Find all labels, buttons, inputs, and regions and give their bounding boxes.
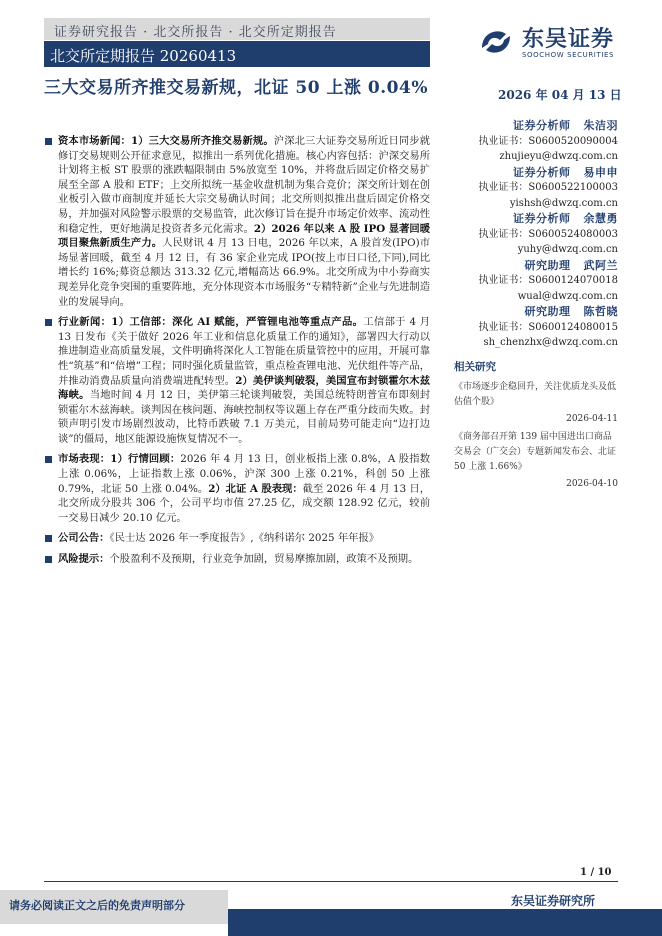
- analyst-card: [454, 258, 618, 305]
- summary-section: [44, 531, 430, 546]
- section-text: 2026 年 4 月 13 日，创业板指上涨 0.8%，A 股指数上涨 0.06%，上证指数上涨 0.06%，沪深 300 上涨 0.21%，科创 50 上涨 0.79%，北证 50 上涨 0.04%。: [58, 453, 430, 495]
- analyst-card: [454, 211, 618, 258]
- analyst-card: [454, 165, 618, 212]
- logo-cn: 东吴证券: [522, 27, 615, 52]
- footer-brand-bar: [228, 909, 662, 936]
- analyst-card: [454, 118, 618, 165]
- report-date: 2026 年 04 月 13 日: [498, 88, 622, 102]
- analyst-name: 武阿兰: [583, 258, 618, 272]
- section-highlight: 1）工信部：深化 AI 赋能，严管锂电池等重点产品。: [111, 316, 364, 329]
- analyst-cert: 执业证书：S0600520090004: [478, 135, 618, 147]
- report-type: 北交所定期报告 20260413: [50, 47, 237, 65]
- bullet-icon: [45, 535, 52, 542]
- summary-section: [44, 452, 430, 525]
- sidebar: [454, 118, 618, 489]
- section-highlight: 1）三大交易所齐推交易新规。: [130, 135, 274, 147]
- section-label: 行业新闻：: [58, 316, 112, 329]
- analyst-name: 朱洁羽: [583, 119, 618, 132]
- related-research-list: [454, 380, 618, 489]
- analyst-name: 余慧勇: [583, 212, 618, 225]
- analyst-role: 证券分析师: [513, 119, 571, 132]
- section-highlight: 2）2026 年以来 A 股 IPO 显著回暖 项目聚焦新质生产力。: [58, 222, 431, 250]
- section-highlight: 2）北证 A 股表现：: [208, 482, 303, 495]
- analyst-cert: 执业证书：S0600524080003: [478, 228, 618, 240]
- report-category: 证券研究报告 · 北交所报告 · 北交所定期报告: [54, 25, 337, 40]
- footer-divider: [44, 881, 618, 882]
- analyst-email[interactable]: yuhy@dwzq.com.cn: [517, 244, 618, 255]
- section-label: 市场表现：: [58, 453, 111, 466]
- analyst-cert: 执业证书：S0600124070018: [478, 275, 618, 286]
- page-number: 1 / 10: [580, 867, 612, 878]
- analyst-email[interactable]: yishsh@dwzq.com.cn: [509, 197, 618, 209]
- section-text: 《民士达 2026 年一季度报告》,《纳科诺尔 2025 年年报》: [109, 532, 380, 545]
- section-label: 资本市场新闻：: [58, 135, 131, 147]
- summary-column: [44, 134, 430, 573]
- analyst-role: 研究助理: [524, 305, 571, 318]
- company-logo: [476, 20, 626, 66]
- institute-name: 东吴证券研究所: [511, 894, 596, 908]
- analyst-role: 证券分析师: [513, 212, 571, 225]
- disclaimer-text: 请务必阅读正文之后的免责声明部分: [9, 899, 185, 912]
- section-text: 截至 2026 年 4 月 13 日，北交所成分股共 306 个，公司平均市值 27.25 亿，成交额 128.92 亿元，较前一交易日减少 20.10 亿元。: [58, 482, 431, 524]
- report-title: 三大交易所齐推交易新规，北证 50 上涨 0.04%: [44, 78, 428, 98]
- analyst-role-name: [454, 165, 618, 181]
- summary-section: [44, 552, 430, 567]
- section-highlight: 2）美伊谈判破裂，美国宣布封锁霍尔木兹海峡。: [58, 374, 430, 402]
- analyst-card: [454, 304, 618, 351]
- section-highlight: 1）行情回顾：: [110, 453, 181, 466]
- analyst-name: 陈哲晓: [583, 305, 618, 318]
- analyst-email[interactable]: wual@dwzq.com.cn: [517, 290, 618, 302]
- section-text: 沪深北三大证券交易所近日同步就修订交易规则公开征求意见，拟推出一系列优化措施。核心内容包括：沪深交易所计划将主板 ST 股票的涨跌幅限制由 5%放宽至 10%，并将盘后固定价格交易扩展至全部 A 股和 ETF；上交所拟统一基金收盘机制为集合竞价；深交所计划在创业板引入做市商制度并延长大宗交易确认时间；北交所则拟推出盘后固定价格交易，并加强对风险警示股票的交易监管，此次修订旨在提升市场定价效率、流动性和稳定性，更好地满足投资者多元化需求。: [58, 135, 431, 235]
- related-research-link[interactable]: 《商务部召开第 139 届中国进出口商品交易会（广交会）专题新闻发布会、北证 50 上涨 1.66%》: [454, 431, 617, 472]
- related-research-date: 2026-04-11: [566, 413, 618, 424]
- analyst-role: 研究助理: [524, 258, 571, 272]
- analyst-email[interactable]: sh_chenzhx@dwzq.com.cn: [483, 337, 618, 348]
- bullet-icon: [45, 319, 52, 326]
- summary-section: [44, 315, 430, 446]
- analyst-role-name: [454, 258, 618, 274]
- section-label: 公司公告：: [58, 532, 110, 545]
- section-text: 工信部于 4 月 13 日发布《关于做好 2026 年工业和信息化质量工作的通知》，部署四大行动以推进制造业高质量发展，文件明确将深化人工智能在质量管控中的应用，开展可靠性“筑基”和“倍增”工程；同时强化质量监管，重点检查锂电池、光伏组件等产品，并推动消费品质量向消费端进配转型。: [58, 316, 430, 387]
- analyst-list: [454, 118, 618, 351]
- bullet-icon: [45, 138, 52, 145]
- analyst-role: 证券分析师: [513, 165, 571, 179]
- related-research-link[interactable]: 《市场逐步企稳回升，关注优质龙头及低估值个股》: [454, 381, 617, 407]
- bullet-icon: [45, 556, 52, 563]
- report-category-bar: [44, 18, 430, 40]
- analyst-name: 易申申: [583, 165, 618, 179]
- related-research-title: 相关研究: [454, 360, 496, 373]
- bullet-icon: [45, 456, 52, 463]
- analyst-cert: 执业证书：S0600522100003: [478, 182, 618, 193]
- logo-mark-icon: [476, 22, 516, 62]
- analyst-role-name: [454, 118, 618, 134]
- analyst-role-name: [454, 211, 618, 227]
- report-type-bar: [44, 41, 430, 67]
- analyst-cert: 执业证书：S0600124080015: [478, 321, 618, 333]
- section-label: 风险提示：: [58, 553, 110, 566]
- analyst-email[interactable]: zhujieyu@dwzq.com.cn: [499, 151, 618, 162]
- section-text: 人民财讯 4 月 13 日电，2026 年以来，A 股首发(IPO)市场显著回暖，截至 4 月 12 日，有 36 家企业完成 IPO(按上市日口径,下同),同比增长约 16%;募资总额达 313.32 亿元,增幅高达 66.9%。北交所成为中小券商实现差异化竞争突围的重要阵地，充分体现资本市场服务“专精特新”企业与先进制造业的发展导向。: [58, 237, 431, 308]
- analyst-role-name: [454, 304, 618, 320]
- logo-en: SOOCHOW SECURITIES: [522, 51, 615, 59]
- section-text: 个股盈利不及预期，行业竞争加剧，贸易摩擦加剧，政策不及预期。: [109, 553, 419, 566]
- disclaimer-bar: [0, 890, 228, 924]
- section-text: 当地时间 4 月 12 日，美伊第三轮谈判破裂，美国总统特朗普宣布即刻封锁霍尔木兹海峡。谈判因在核问题、海峡控制权等议题上存在严重分歧而失败。封锁声明引发市场剧烈波动，比特币跌破 7.1 万美元，目前局势可能走向“边打边谈”的僵局，地区能源设施恢复情况不一。: [58, 389, 431, 445]
- summary-section: [44, 134, 430, 309]
- related-research-date: 2026-04-10: [566, 478, 618, 489]
